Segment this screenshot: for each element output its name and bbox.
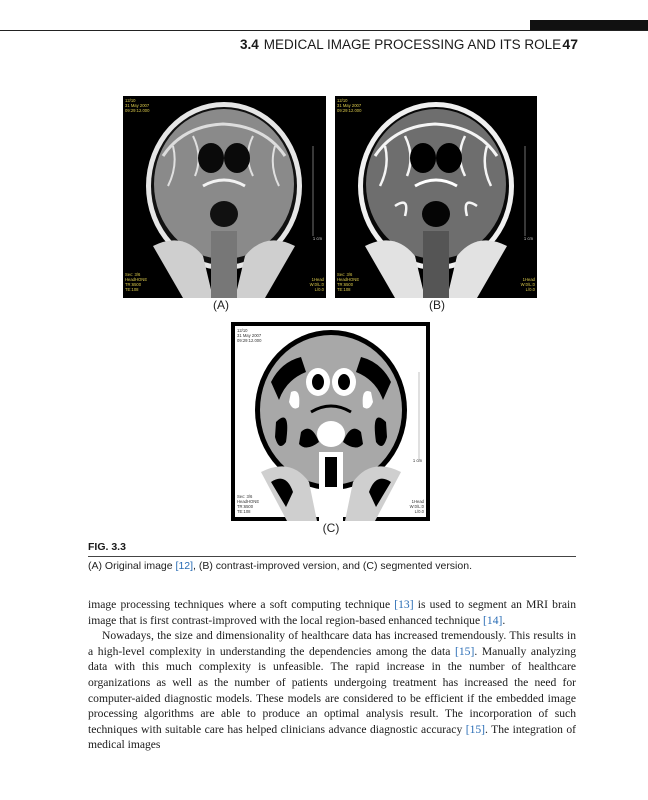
overlay-bottom-right: 1Head W:0/L:0 L/0.0: [409, 499, 424, 514]
citation-link[interactable]: [15]: [465, 722, 486, 736]
overlay-bottom-right: 1Head W:0/L:0 L/0.0: [309, 277, 324, 292]
paragraph-text: . Manually analyzing data with this much complexity is unfeasible. The rapid increase in the number of healthcare organizations as well as the number of patients undergoing treatment has increased the need for computer-aided diagnostic models. These models are considered to be efficient if the embedded image processing algorithms are able to produce an optimal analysis result. The incorporation of such techniques with suitable care has helped clinicians advance diagnostic accuracy: [88, 644, 576, 736]
figure-caption-rule: [88, 556, 576, 557]
section-heading: [240, 37, 561, 52]
scale-marker: 1 cm: [412, 458, 422, 463]
panel-label-a: (A): [213, 298, 229, 312]
overlay-bottom-left: Sec: 3/6 HeadHONE TR:6500 TE:108: [125, 272, 148, 292]
paragraph-text: .: [502, 613, 506, 627]
caption-text: (A) Original image: [88, 560, 176, 572]
caption-text: , (B) contrast-improved version, and (C) segmented version.: [193, 560, 472, 572]
citation-link[interactable]: [15]: [455, 644, 475, 658]
scale-marker: 1 cm: [312, 236, 322, 241]
overlay-bottom-left: Sec: 3/6 HeadHONE TR:6500 TE:108: [337, 272, 360, 292]
panel-label-b: (B): [429, 298, 445, 312]
mri-panel-c: [231, 322, 430, 521]
paragraph-text: image processing techniques where a soft computing technique: [88, 598, 395, 611]
citation-link[interactable]: [14]: [483, 613, 503, 627]
mri-image-segmented: [231, 322, 430, 521]
mri-panel-b: [335, 96, 537, 298]
overlay-top: 12/10 31 May 2007 09:29:12.000: [237, 328, 262, 343]
overlay-top: 12/10 31 May 2007 09:29:12.000: [125, 98, 150, 113]
mri-image-original: [123, 96, 326, 298]
paragraph-text: is used to segment an MRI brain image that is first contrast-improved with the local region-based enhanced technique: [88, 598, 576, 627]
body-text: [88, 597, 576, 753]
header-bar: [530, 20, 648, 30]
page-number: 47: [562, 36, 578, 52]
paragraph-text: Nowadays, the size and dimensionality of healthcare data has increased tremendously. This results in a high-level complexity in understanding the dependencies among the data: [88, 629, 576, 658]
paragraph-text: . The integration of medical images: [88, 722, 576, 752]
figure-label: FIG. 3.3: [88, 541, 126, 553]
scale-marker: 1 cm: [523, 236, 533, 241]
citation-link[interactable]: [12]: [175, 560, 194, 572]
overlay-top: 12/10 31 May 2007 09:29:12.000: [337, 98, 362, 113]
section-title: MEDICAL IMAGE PROCESSING AND ITS ROLE: [263, 37, 562, 52]
mri-image-contrast-improved: [335, 96, 537, 298]
overlay-bottom-right: 1Head W:0/L:0 L/0.0: [520, 277, 535, 292]
running-head: [240, 36, 578, 54]
panel-label-c: (C): [322, 521, 340, 535]
mri-panel-a: [123, 96, 326, 298]
citation-link[interactable]: [13]: [394, 598, 414, 611]
paragraph: [88, 628, 576, 753]
header-rule: [0, 30, 648, 31]
paragraph: [88, 597, 576, 628]
section-number: 3.4: [240, 37, 259, 52]
figure-caption: [88, 560, 578, 572]
overlay-bottom-left: Sec: 3/6 HeadHONE TR:6500 TE:108: [237, 494, 260, 514]
